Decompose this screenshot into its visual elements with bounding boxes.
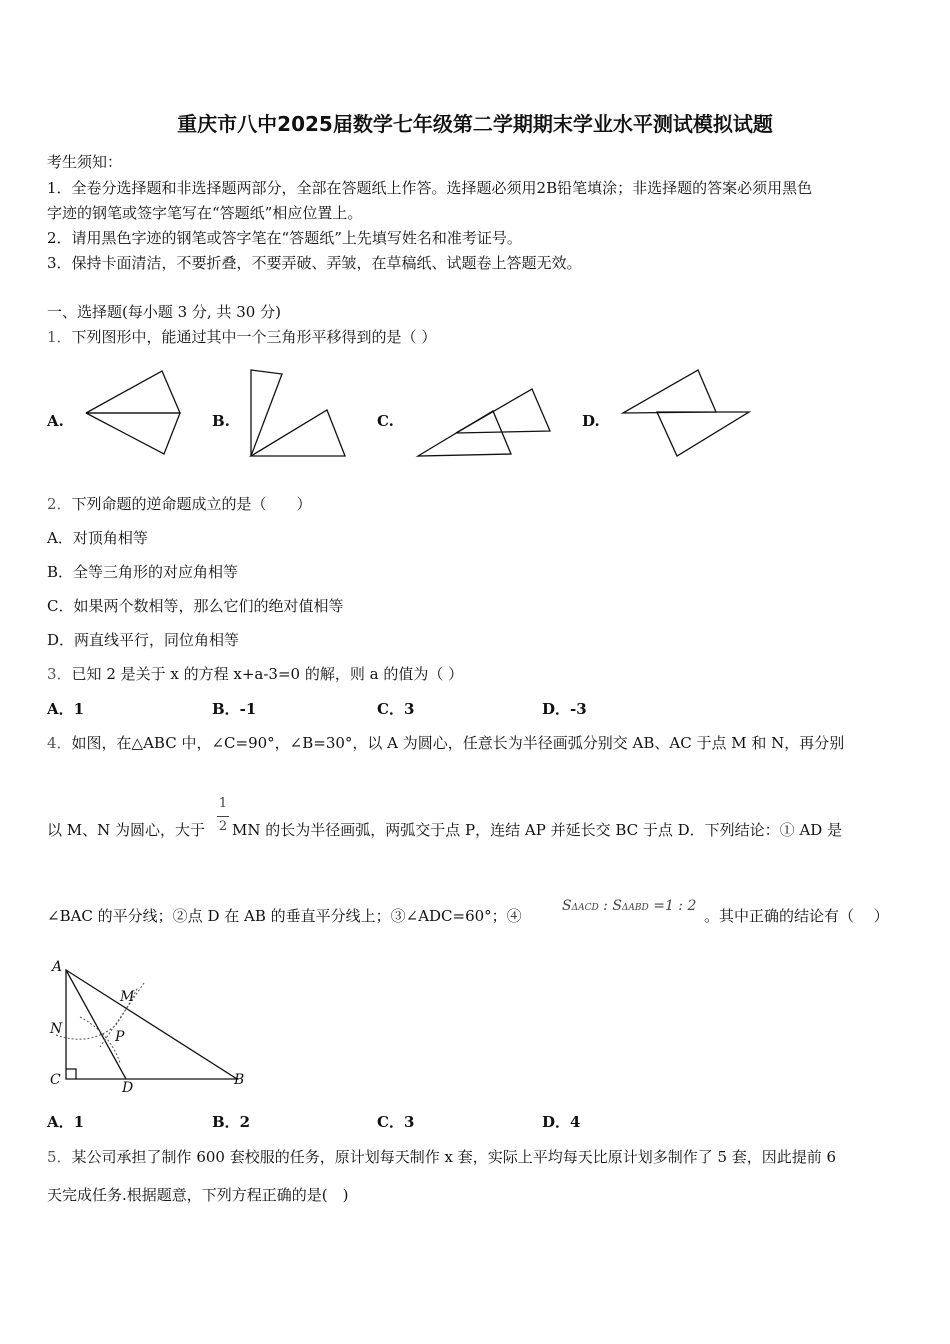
notice-item-2: 2．请用黑色字迹的钢笔或答字笔在“答题纸”上先填写姓名和准考证号。 bbox=[47, 229, 522, 247]
ratio-value: =1 : 2 bbox=[648, 898, 697, 914]
question-4-line-3b: 。其中正确的结论有（ ） bbox=[704, 907, 889, 925]
label-b: B bbox=[234, 1072, 245, 1088]
right-angle-mark bbox=[66, 1069, 76, 1079]
area-symbol-2: S bbox=[612, 898, 622, 914]
q1-figure-b bbox=[251, 370, 345, 456]
line-ad bbox=[66, 970, 126, 1079]
area-ratio-expression bbox=[562, 896, 696, 918]
notice-item-1: 1．全卷分选择题和非选择题两部分，全部在答题纸上作答。选择题必须用2B铅笔填涂；非选择题的答案必须用黑色 bbox=[47, 179, 813, 197]
notice-item-1-cont: 字迹的钢笔或签字笔写在“答题纸”相应位置上。 bbox=[47, 204, 363, 222]
question-4-line-2a: 以 M、N 为圆心，大于 bbox=[47, 821, 206, 839]
question-text-line-1: 某公司承担了制作 600 套校服的任务，原计划每天制作 x 套，实际上平均每天比原计划多制作了 5 套，因此提前 6 bbox=[71, 1148, 837, 1166]
question-5 bbox=[47, 1147, 836, 1167]
question-number: 5． bbox=[47, 1148, 72, 1166]
question-text: 下列图形中，能通过其中一个三角形平移得到的是（ ） bbox=[71, 328, 437, 346]
label-m: M bbox=[120, 989, 135, 1005]
q1-figure-c bbox=[418, 389, 550, 456]
question-4 bbox=[47, 733, 844, 753]
question-text: 下列命题的逆命题成立的是（ ） bbox=[71, 495, 312, 513]
q1-option-c-label[interactable]: C. bbox=[377, 412, 394, 430]
q3-option-d[interactable]: D．-3 bbox=[542, 700, 587, 718]
label-d: D bbox=[122, 1080, 134, 1096]
q1-option-a-label[interactable]: A. bbox=[47, 412, 64, 430]
section-heading: 一、选择题(每小题 3 分, 共 30 分) bbox=[47, 303, 281, 321]
area-subscript-1: ΔACD bbox=[571, 903, 599, 913]
question-text: 已知 2 是关于 x 的方程 x+a-3=0 的解，则 a 的值为（ ） bbox=[71, 665, 464, 683]
fraction-denominator: 2 bbox=[218, 819, 228, 834]
label-c: C bbox=[50, 1072, 61, 1088]
ratio-colon: : bbox=[598, 898, 613, 914]
q4-option-a[interactable]: A．1 bbox=[47, 1113, 85, 1131]
page-title: 重庆市八中2025届数学七年级第二学期期末学业水平测试模拟试题 bbox=[177, 112, 773, 136]
area-subscript-2: ΔABD bbox=[621, 903, 649, 913]
label-n: N bbox=[50, 1021, 63, 1037]
q1-figure-a bbox=[86, 371, 180, 454]
q2-option-a[interactable]: A．对顶角相等 bbox=[47, 529, 148, 547]
question-number: 3． bbox=[47, 665, 72, 683]
q4-option-c[interactable]: C．3 bbox=[377, 1113, 415, 1131]
q3-option-b[interactable]: B．-1 bbox=[212, 700, 257, 718]
question-4-line-3a: ∠BAC 的平分线；②点 D 在 AB 的垂直平分线上；③∠ADC=60°；④ bbox=[47, 907, 522, 925]
question-number: 4． bbox=[47, 734, 72, 752]
q2-option-d[interactable]: D．两直线平行，同位角相等 bbox=[47, 631, 240, 649]
notice-item-3: 3．保持卡面清洁，不要折叠，不要弄破、弄皱，在草稿纸、试题卷上答题无效。 bbox=[47, 254, 582, 272]
q4-option-b[interactable]: B．2 bbox=[212, 1113, 251, 1131]
fraction-bar bbox=[217, 816, 229, 817]
area-symbol-1: S bbox=[562, 898, 572, 914]
q4-triangle-figure bbox=[40, 955, 260, 1100]
notice-heading: 考生须知： bbox=[47, 153, 123, 171]
q4-option-d[interactable]: D．4 bbox=[542, 1113, 581, 1131]
question-number: 2． bbox=[47, 495, 72, 513]
q2-option-b[interactable]: B．全等三角形的对应角相等 bbox=[47, 563, 239, 581]
question-text-line-1: 如图，在△ABC 中，∠C=90°，∠B=30°，以 A 为圆心，任意长为半径画弧分别交 AB、AC 于点 M 和 N，再分别 bbox=[71, 734, 845, 752]
q1-figure-d bbox=[623, 370, 749, 456]
label-p: P bbox=[115, 1029, 125, 1045]
label-a: A bbox=[52, 959, 63, 975]
question-2 bbox=[47, 494, 312, 514]
q3-option-a[interactable]: A．1 bbox=[47, 700, 85, 718]
question-4-line-2b: MN 的长为半径画弧，两弧交于点 P，连结 AP 并延长交 BC 于点 D．下列结论：① AD 是 bbox=[232, 821, 843, 839]
q2-option-c[interactable]: C．如果两个数相等，那么它们的绝对值相等 bbox=[47, 597, 344, 615]
q1-option-b-label[interactable]: B. bbox=[212, 412, 230, 430]
question-5-line-2: 天完成任务.根据题意，下列方程正确的是( ) bbox=[47, 1186, 349, 1204]
question-number: 1． bbox=[47, 328, 72, 346]
q3-option-c[interactable]: C．3 bbox=[377, 700, 415, 718]
question-3 bbox=[47, 664, 463, 684]
q1-option-d-label[interactable]: D. bbox=[582, 412, 600, 430]
q1-figures bbox=[0, 360, 950, 470]
fraction-numerator: 1 bbox=[218, 796, 228, 811]
question-1 bbox=[47, 327, 436, 347]
